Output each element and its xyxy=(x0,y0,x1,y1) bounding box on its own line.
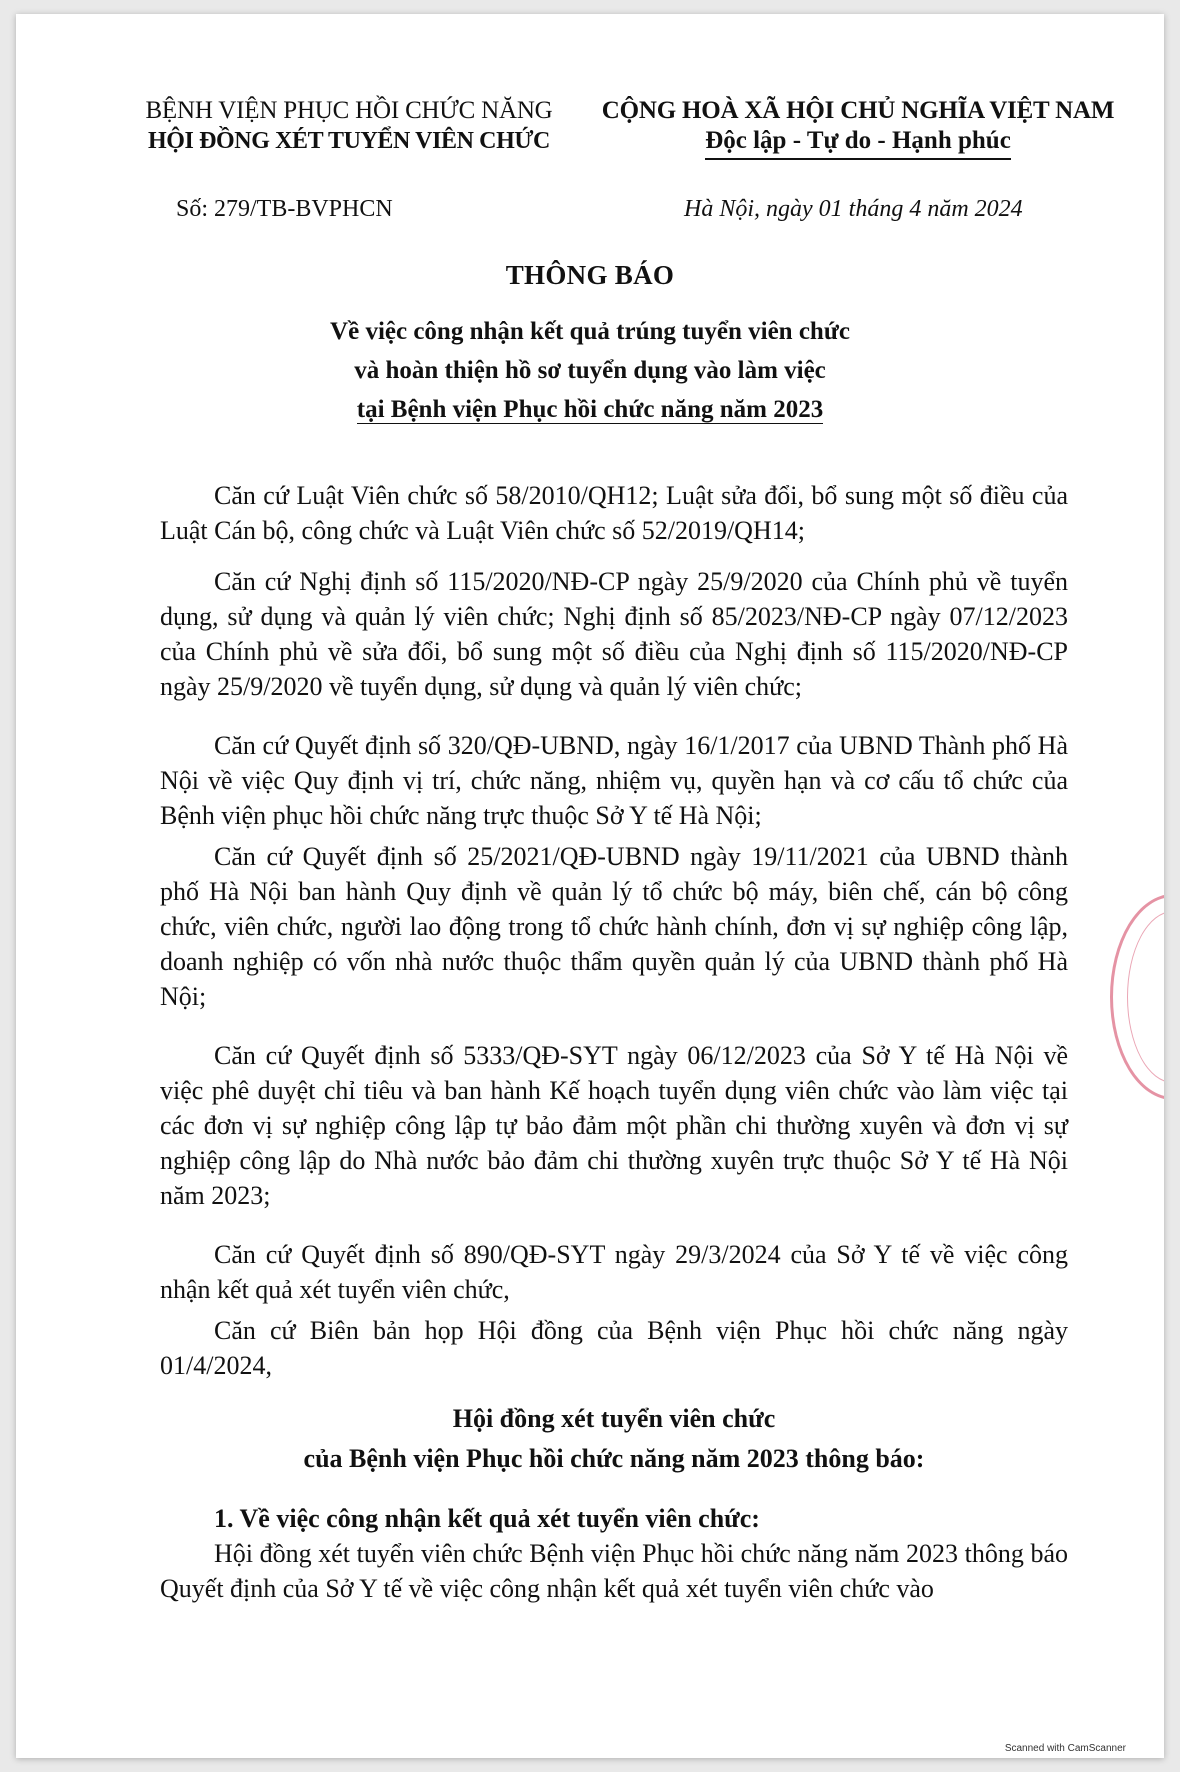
subtitle-line: Về việc công nhận kết quả trúng tuyển viên chức xyxy=(330,318,850,345)
document-subtitle xyxy=(16,312,1164,429)
subtitle-line: và hoàn thiện hồ sơ tuyển dụng vào làm việc xyxy=(354,357,826,384)
subtitle-underlined: tại Bệnh viện Phục hồi chức năng năm 2023 xyxy=(356,396,824,423)
scanner-watermark: Scanned with CamScanner xyxy=(1004,1743,1126,1754)
national-motto: Độc lập - Tự do - Hạnh phúc xyxy=(705,126,1011,160)
document-number: Số: 279/TB-BVPHCN xyxy=(176,196,393,222)
issuer-block xyxy=(134,96,564,156)
red-seal-stamp xyxy=(1110,894,1164,1100)
legal-basis-paragraph: Căn cứ Quyết định số 5333/QĐ-SYT ngày 06/12/2023 của Sở Y tế Hà Nội về việc phê duyệt chỉ tiêu và ban hành Kế hoạch tuyển dụng viên chức vào làm việc tại các đơn vị sự nghiệp công lập tự bảo đảm một phần chi thường xuyên và đơn vị sự nghiệp công lập do Nhà nước bảo đảm chi thường xuyên trực thuộc Sở Y tế Hà Nội năm 2023; xyxy=(160,1041,1068,1210)
national-motto-block xyxy=(588,96,1128,160)
document-page xyxy=(16,14,1164,1758)
council-name: HỘI ĐỒNG XÉT TUYỂN VIÊN CHỨC xyxy=(148,128,550,154)
subtitle-line xyxy=(16,390,1164,429)
document-body xyxy=(160,478,1068,1606)
council-declaration xyxy=(160,1399,1068,1479)
legal-basis-paragraph: Căn cứ Quyết định số 25/2021/QĐ-UBND ngày 19/11/2021 của UBND thành phố Hà Nội ban hành Quy định về quản lý tổ chức bộ máy, biên chế, cán bộ công chức, viên chức, người lao động trong tổ chức hành chính, đơn vị sự nghiệp công lập, doanh nghiệp có vốn nhà nước thuộc thẩm quyền quản lý của UBND thành phố Hà Nội; xyxy=(160,842,1068,1011)
legal-basis-paragraph: Căn cứ Nghị định số 115/2020/NĐ-CP ngày 25/9/2020 của Chính phủ về tuyển dụng, sử dụng và quản lý viên chức; Nghị định số 85/2023/NĐ-CP ngày 07/12/2023 của Chính phủ về sửa đổi, bổ sung một số điều của Nghị định số 115/2020/NĐ-CP ngày 25/9/2020 về tuyển dụng, sử dụng và quản lý viên chức; xyxy=(160,567,1068,701)
legal-basis-paragraph: Căn cứ Luật Viên chức số 58/2010/QH12; Luật sửa đổi, bổ sung một số điều của Luật Cán bộ, công chức và Luật Viên chức số 52/2019/QH14; xyxy=(160,481,1068,545)
seal-inner-ring xyxy=(1127,911,1164,1083)
legal-basis-paragraph: Căn cứ Biên bản họp Hội đồng của Bệnh viện Phục hồi chức năng ngày 01/4/2024, xyxy=(160,1316,1068,1380)
legal-basis-paragraph: Căn cứ Quyết định số 320/QĐ-UBND, ngày 16/1/2017 của UBND Thành phố Hà Nội về việc Quy định vị trí, chức năng, nhiệm vụ, quyền hạn và cơ cấu tổ chức của Bệnh viện phục hồi chức năng trực thuộc Sở Y tế Hà Nội; xyxy=(160,731,1068,830)
document-date: Hà Nội, ngày 01 tháng 4 năm 2024 xyxy=(684,196,1023,222)
document-header xyxy=(16,96,1164,186)
section-paragraph: Hội đồng xét tuyển viên chức Bệnh viện Phục hồi chức năng năm 2023 thông báo Quyết định của Sở Y tế về việc công nhận kết quả xét tuyển viên chức vào xyxy=(160,1539,1068,1603)
council-line: của Bệnh viện Phục hồi chức năng năm 2023 thông báo: xyxy=(303,1444,925,1473)
nation-name: CỘNG HOÀ XÃ HỘI CHỦ NGHĨA VIỆT NAM xyxy=(601,97,1115,124)
document-title: THÔNG BÁO xyxy=(505,260,675,290)
organization-name: BỆNH VIỆN PHỤC HỒI CHỨC NĂNG xyxy=(145,97,553,124)
council-line: Hội đồng xét tuyển viên chức xyxy=(452,1404,776,1433)
legal-basis-paragraph: Căn cứ Quyết định số 890/QĐ-SYT ngày 29/3/2024 của Sở Y tế về việc công nhận kết quả xét tuyển viên chức, xyxy=(160,1240,1068,1304)
section-heading: 1. Về việc công nhận kết quả xét tuyển viên chức: xyxy=(214,1504,760,1533)
